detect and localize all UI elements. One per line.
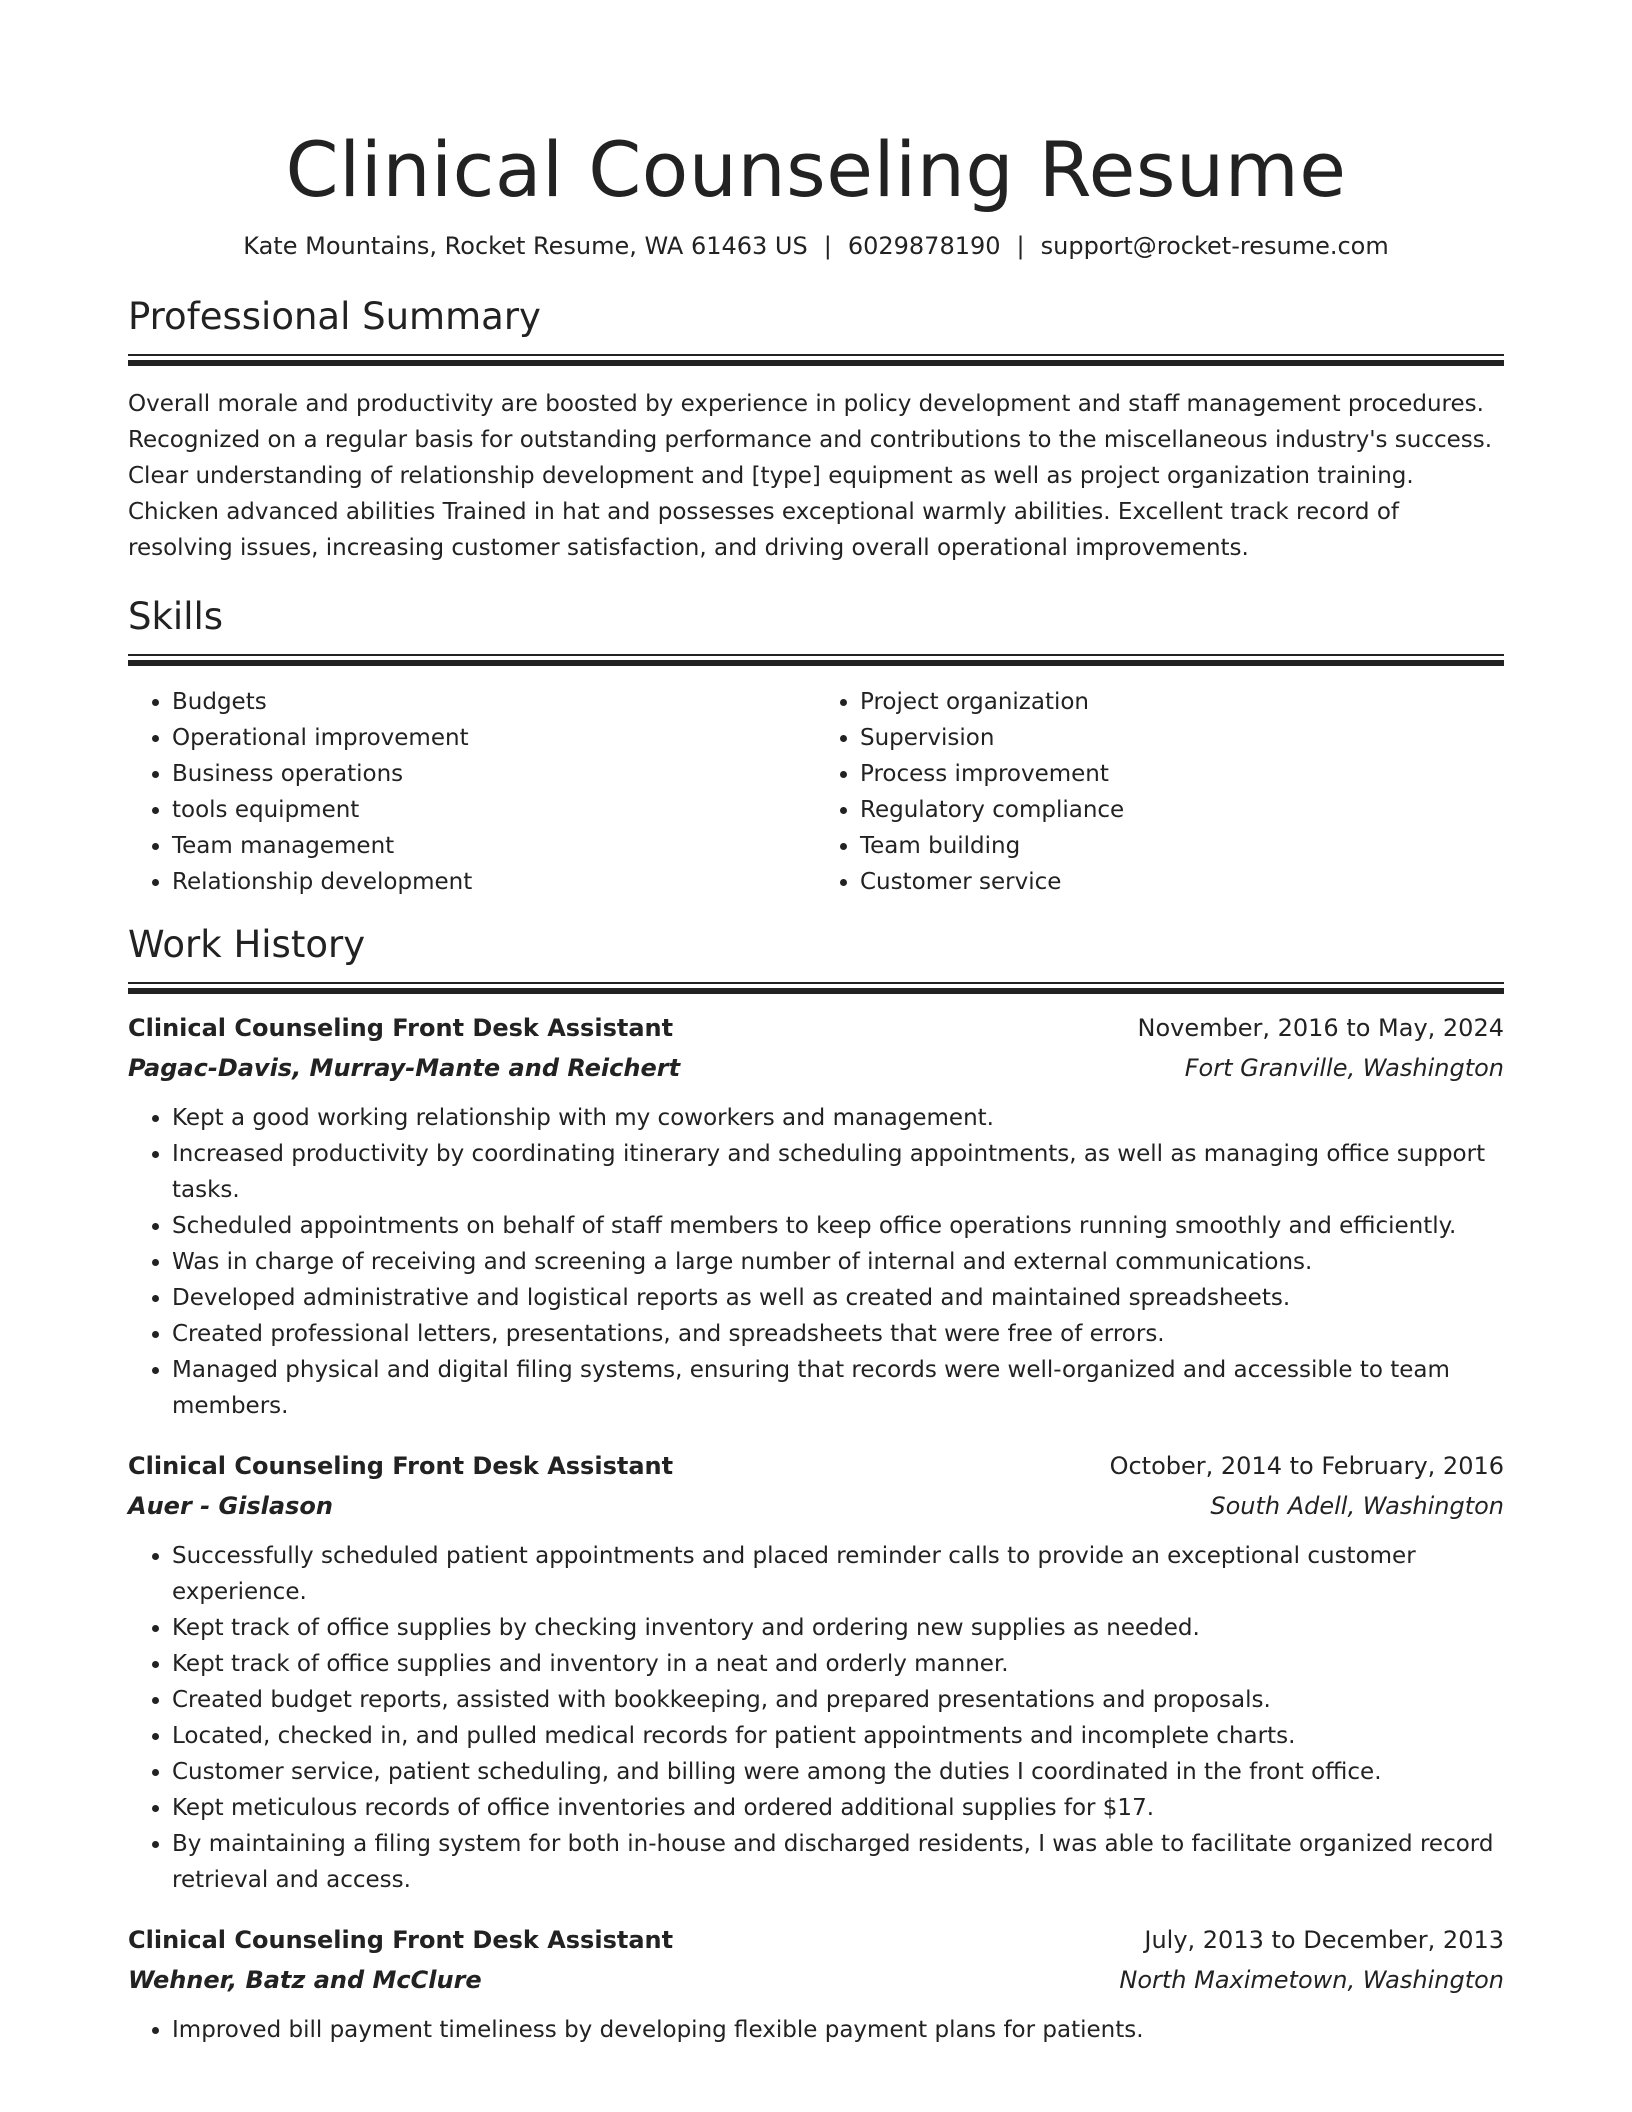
job-entry xyxy=(128,1446,1504,1898)
job-bullet: • Was in charge of receiving and screening a large number of internal and external communications. xyxy=(172,1244,1504,1280)
job-bullet: • Improved bill payment timeliness by developing flexible payment plans for patients. xyxy=(172,2012,1504,2048)
job-bullet: • Customer service, patient scheduling, and billing were among the duties I coordinated in the front office. xyxy=(172,1754,1504,1790)
resume-title: Clinical Counseling Resume xyxy=(285,125,1347,214)
job-title: Clinical Counseling Front Desk Assistant xyxy=(128,1014,674,1042)
skill-item: • tools equipment xyxy=(172,792,816,828)
job-bullet: • Developed administrative and logistical reports as well as created and maintained spreadsheets. xyxy=(172,1280,1504,1316)
section-divider xyxy=(128,982,1504,994)
job-bullet: • Managed physical and digital filing systems, ensuring that records were well-organized and accessible to team members. xyxy=(172,1352,1504,1424)
job-entry xyxy=(128,1008,1504,1424)
job-bullet: • Created professional letters, presentations, and spreadsheets that were free of errors. xyxy=(172,1316,1504,1352)
skill-item: • Operational improvement xyxy=(172,720,816,756)
skill-item: • Process improvement xyxy=(860,756,1504,792)
skill-item: • Regulatory compliance xyxy=(860,792,1504,828)
job-company: Pagac-Davis, Murray-Mante and Reichert xyxy=(128,1054,681,1082)
skill-item: • Team management xyxy=(172,828,816,864)
skills-heading: Skills xyxy=(128,595,224,638)
job-bullet: • Kept track of office supplies and inventory in a neat and orderly manner. xyxy=(172,1646,1504,1682)
skills-columns xyxy=(128,684,1504,900)
skill-item: • Team building xyxy=(860,828,1504,864)
section-divider xyxy=(128,354,1504,366)
job-location: North Maximetown, Washington xyxy=(1119,1966,1504,1994)
job-bullet: • Kept track of office supplies by checking inventory and ordering new supplies as needed. xyxy=(172,1610,1504,1646)
contact-email: support@rocket-resume.com xyxy=(1040,232,1389,260)
skill-item: • Customer service xyxy=(860,864,1504,900)
job-bullet: • Successfully scheduled patient appointments and placed reminder calls to provide an exceptional customer experience. xyxy=(172,1538,1504,1610)
work-history-heading: Work History xyxy=(128,923,366,966)
job-bullet: • Kept meticulous records of office inventories and ordered additional supplies for $17. xyxy=(172,1790,1504,1826)
skills-list-left xyxy=(128,684,816,900)
job-location: Fort Granville, Washington xyxy=(1184,1054,1504,1082)
work-history-section xyxy=(128,922,1504,2048)
job-bullet: • Created budget reports, assisted with bookkeeping, and prepared presentations and proposals. xyxy=(172,1682,1504,1718)
job-company: Auer - Gislason xyxy=(128,1492,333,1520)
job-bullet: • Located, checked in, and pulled medical records for patient appointments and incomplete charts. xyxy=(172,1718,1504,1754)
contact-phone: 6029878190 xyxy=(847,232,1001,260)
skill-item: • Supervision xyxy=(860,720,1504,756)
job-dates: July, 2013 to December, 2013 xyxy=(1144,1926,1504,1954)
skills-list-right xyxy=(816,684,1504,900)
skill-item: • Project organization xyxy=(860,684,1504,720)
job-title: Clinical Counseling Front Desk Assistant xyxy=(128,1926,674,1954)
job-bullet: • Increased productivity by coordinating itinerary and scheduling appointments, as well as managing office support tasks. xyxy=(172,1136,1504,1208)
section-divider xyxy=(128,654,1504,666)
skills-section xyxy=(128,594,1504,900)
contact-separator: | xyxy=(823,232,832,260)
skill-item: • Relationship development xyxy=(172,864,816,900)
resume-page xyxy=(128,0,1504,2048)
job-title: Clinical Counseling Front Desk Assistant xyxy=(128,1452,674,1480)
summary-text: Overall morale and productivity are boosted by experience in policy development and staff management procedures. Recognized on a regular basis for outstanding performance and contributions to the miscellaneous industry's success. Clear understanding of relationship development and [type] equipment as well as project organization training. Chicken advanced abilities Trained in hat and possesses exceptional warmly abilities. Excellent track record of resolving issues, increasing customer satisfaction, and driving overall operational improvements. xyxy=(128,391,1493,561)
job-company: Wehner, Batz and McClure xyxy=(128,1966,482,1994)
job-entry xyxy=(128,1920,1504,2048)
job-location: South Adell, Washington xyxy=(1210,1492,1504,1520)
summary-section xyxy=(128,294,1504,566)
job-bullets xyxy=(128,1538,1504,1898)
job-bullets xyxy=(128,1100,1504,1424)
job-dates: October, 2014 to February, 2016 xyxy=(1109,1452,1504,1480)
contact-separator: | xyxy=(1016,232,1025,260)
job-bullet: • Kept a good working relationship with my coworkers and management. xyxy=(172,1100,1504,1136)
job-bullet: • By maintaining a filing system for both in-house and discharged residents, I was able to facilitate organized record retrieval and access. xyxy=(172,1826,1504,1898)
contact-address: Kate Mountains, Rocket Resume, WA 61463 US xyxy=(243,232,808,260)
skill-item: • Business operations xyxy=(172,756,816,792)
summary-heading: Professional Summary xyxy=(128,295,541,338)
job-bullet: • Scheduled appointments on behalf of staff members to keep office operations running smoothly and efficiently. xyxy=(172,1208,1504,1244)
skill-item: • Budgets xyxy=(172,684,816,720)
job-dates: November, 2016 to May, 2024 xyxy=(1137,1014,1504,1042)
job-bullets xyxy=(128,2012,1504,2048)
contact-line xyxy=(128,230,1504,262)
